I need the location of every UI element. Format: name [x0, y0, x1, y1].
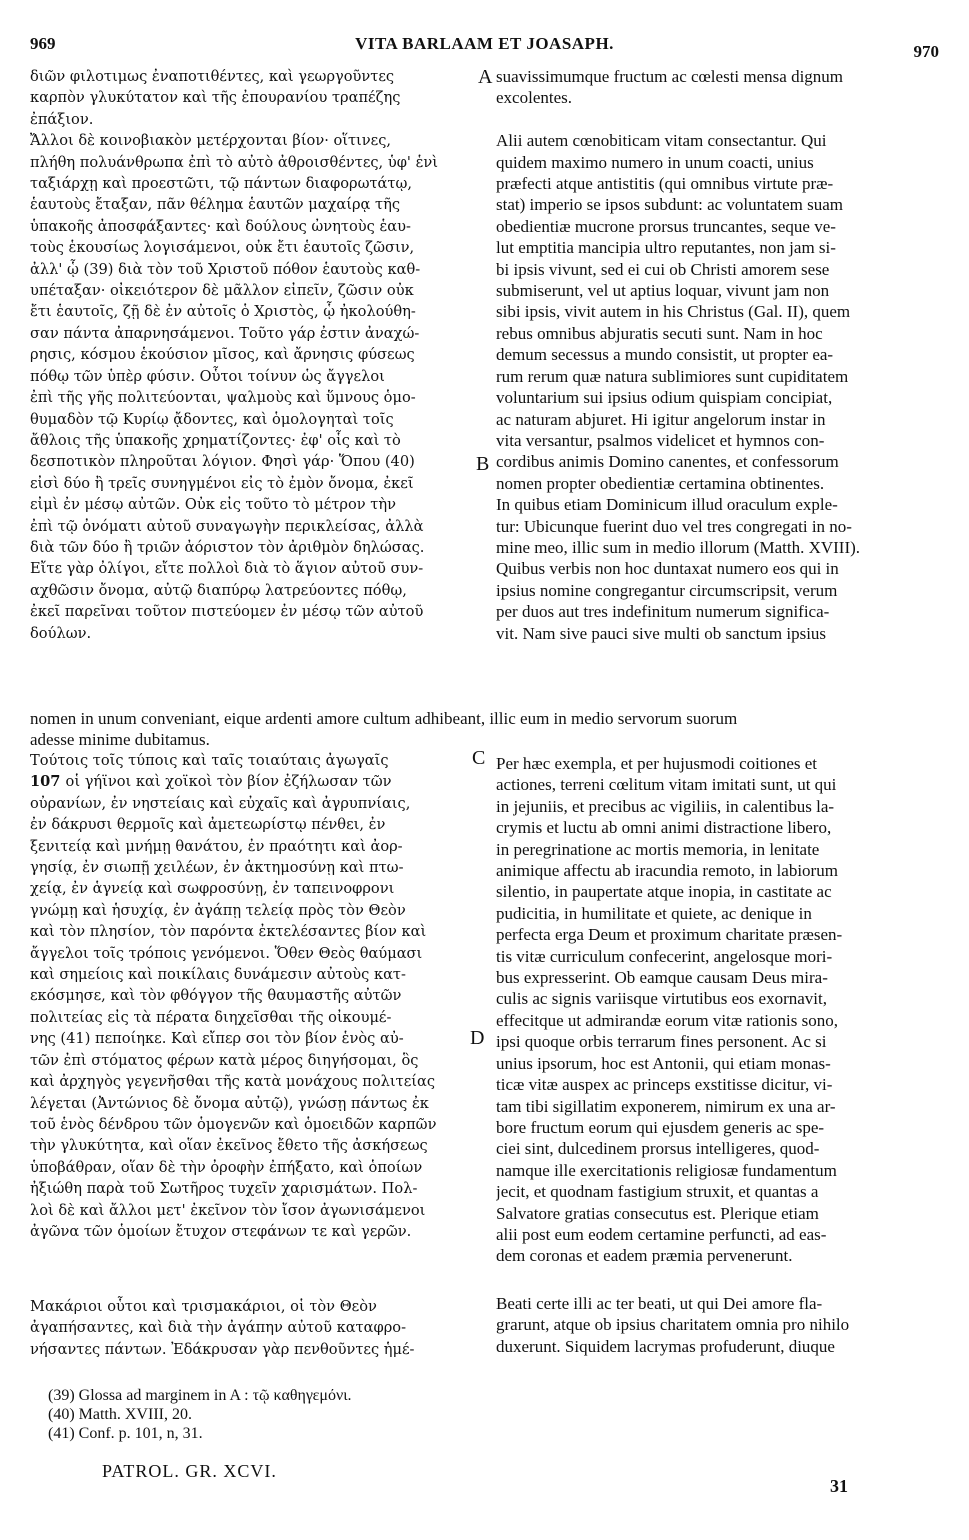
greek-text-line: ταξιάρχῃ καὶ προεστῶτι, τῷ πάντων διαφορωτάτῳ, [30, 175, 413, 193]
footnote: (41) Conf. p. 101, n, 31. [48, 1425, 203, 1442]
latin-text-line: Quibus verbis non hoc duntaxat numero eos qui in [496, 559, 839, 579]
greek-text-line: διὰ τῶν δύο ἢ τριῶν ἀόριστον τὸν ἀριθμὸν δηλώσας. [30, 538, 425, 556]
section-marker-b: B [476, 453, 490, 475]
greek-text-line: υπέταξαν· οἰκειότερον δὲ μᾶλλον εἰπεῖν, ζῶσιν οὐκ [30, 282, 414, 300]
greek-text-line: τοῦ ἑνὸς δένδρου τῶν ὁμογενῶν καὶ ὁμοειδῶν καρπῶν [30, 1115, 437, 1133]
latin-text-line: unius ipsorum, hoc est Antonii, qui etiam monas- [496, 1053, 831, 1073]
greek-text-line: λέγεται (Ἀντώνιος δὲ ὄνομα αὐτῷ), γνώσῃ πάντως ἐκ [30, 1094, 429, 1112]
greek-text-line: καὶ τὸν πλησίον, τὸν παρόντα ἐκτελέσαντες βίον καὶ [30, 923, 427, 941]
footer-signature-number: 31 [830, 1476, 848, 1496]
latin-text-line: tam tibi sigillatim exponerem, nimirum ex una ar- [496, 1096, 836, 1116]
greek-text-line: Ἄλλοι δὲ κοινοβιακὸν μετέρχονται βίον· οἵτινες, [30, 132, 392, 150]
latin-text-line: lut emptitia mancipia ultro reputantes, non jam si- [496, 238, 836, 258]
latin-text-line: duxerunt. Siquidem lacrymas profuderunt, diuque [496, 1336, 835, 1356]
greek-text-line: Μακάριοι οὗτοι καὶ τρισμακάριοι, οἱ τὸν Θεὸν [30, 1298, 377, 1315]
greek-text-line: αχθῶσιν ὄνομα, αὐτῷ διαπύρῳ λατρεύοντες πόθῳ, [30, 581, 407, 599]
footnotes [48, 1386, 352, 1443]
greek-text-line: πολιτείας εἰς τὰ πέρατα διηχεῖσθαι τῆς οἰκουμέ- [30, 1008, 392, 1026]
greek-text-line: διῶν φιλοτιμως ἐναποτιθέντες, καὶ γεωργοῦντες [30, 68, 395, 85]
greek-column-block-2 [30, 750, 485, 1242]
latin-text-line: pudicitia, in humilitate et quiete, ac denique in [496, 903, 812, 923]
latin-text-line: grarunt, atque ob ipsius charitatem omnia pro nihilo [496, 1315, 850, 1335]
latin-text-line: in jejuniis, et precibus ac vigiliis, in calentibus la- [496, 796, 835, 816]
greek-text-line: εκόσμησε, καὶ τὸν φθόγγον τῆς θαυμαστῆς αὐτῶν [30, 987, 402, 1005]
page-number-right: 970 [913, 42, 939, 61]
page-number-left: 969 [30, 34, 56, 53]
latin-text-line: vit. Nam sive pauci sive multi ob sanctum ipsius [496, 623, 827, 643]
greek-text-line: οὐρανίων, ἐν νηστείαις καὶ εὐχαῖς καὶ ἀγρυπνίαις, [30, 794, 411, 812]
greek-text-line: ρησις, κόσμου ἑκούσιον μῖσος, καὶ ἄρνησις φύσεως [30, 346, 415, 364]
latin-text-line: Per hæc exempla, et per hujusmodi coitiones et [496, 754, 818, 773]
latin-text-line: ac naturam abjuret. Hi igitur angelorum instar in [496, 409, 826, 429]
greek-text-line: νης (41) πεποίηκε. Καὶ εἴπερ σοι τὸν βίον ἑνὸς αὐ- [30, 1030, 404, 1048]
greek-text-line: καὶ ἀρχηγὸς γεγενῆσθαι τῆς κατὰ μονάχους πολιτείας [30, 1073, 436, 1091]
latin-text-line: præfecti atque antistitis (qui omnibus virtute præ- [496, 174, 834, 194]
running-title: VITA BARLAAM ET JOASAPH. [355, 34, 614, 53]
greek-column-block-1 [30, 66, 485, 644]
greek-text-line: εἰμὶ ἐν μέσῳ αὐτῶν. Οὐκ εἰς τοῦτο τὸ μέτρον τὴν [30, 496, 396, 514]
greek-text-line: σαν πάντα ἀπαρνησάμενοι. Τοῦτο γάρ ἐστιν ἀναχώ- [30, 324, 420, 342]
latin-text-line: alii post eum eodem certamine perfuncti, ad eas- [496, 1224, 827, 1244]
latin-text-line: sibi ipsis, vivit autem in his Christus (Gal. II), quem [496, 302, 851, 322]
greek-text-line: ἐν δάκρυσι θερμοῖς καὶ ἀμετεωρίστῳ πένθει, ἐν [30, 816, 386, 834]
greek-text-line: καὶ σημείοις καὶ ποικίλαις δυνάμεσιν αὐτοὺς κατ- [30, 966, 406, 984]
greek-text-line: ἀγαπήσαντες, καὶ διὰ τὴν ἀγάπην αὐτοῦ καταφρο- [30, 1319, 407, 1337]
greek-text-line: ἠξιώθη παρὰ τοῦ Σωτῆρος τυχεῖν χαρισμάτων. Πολ- [30, 1180, 418, 1198]
greek-text-line: ἐκεῖ παρεῖναι τοῦτον πιστεύομεν ἐν μέσῳ τῶν αὐτοῦ [30, 603, 424, 621]
greek-text-line: ὑποβάθραν, οἵαν δὲ τὴν ὀροφὴν ἐπήξατο, καὶ ὁποίων [30, 1158, 423, 1176]
latin-text-line: ciei sint, dulcedinem prorsus intelligeres, quod- [496, 1139, 820, 1159]
greek-text-line: ἐπάξιον. [30, 110, 94, 128]
latin-column-block-2 [496, 753, 936, 1267]
latin-text-line: Salvatore gratias consecutus est. Plerique etiam [496, 1203, 819, 1223]
latin-text-line: tur: Ubicunque fuerint duo vel tres congregati in no- [496, 516, 852, 536]
latin-text-line: obedientiæ mucrone prorsus truncantes, seque ve- [496, 216, 836, 236]
footer-series-label: PATROL. GR. XCVI. [102, 1461, 277, 1481]
greek-text-line: πλήθη πολυάνθρωπα ἐπὶ τὸ αὐτὸ ἀθροισθέντες, ὑφ' ἑνὶ [30, 153, 438, 171]
latin-text-line: vita versantur, psalmos videlicet et hymnos con- [496, 430, 825, 450]
latin-text-line: voluntarium sui ipsius odium quispiam concipiat, [496, 388, 833, 408]
footnote: (39) Glossa ad marginem in A : τῷ καθηγεμόνι. [48, 1387, 352, 1404]
greek-text-line: τὴν γλυκύτητα, καὶ οἵαν ἐκεῖνος ἔθετο τῆς ἀσκήσεως [30, 1137, 428, 1155]
latin-text-line: silentio, in paupertate atque inopia, in castitate ac [496, 882, 832, 902]
greek-text-line: πόθῳ τῶν ὑπὲρ φύσιν. Οὗτοι τοίνυν ὡς ἄγγελοι [30, 367, 385, 385]
greek-text-line: θυμαδὸν τῷ Κυρίῳ ᾄδοντες, καὶ ὁμολογηταὶ τοῖς [30, 410, 394, 428]
greek-text-line: χείᾳ, ἐν ἁγνείᾳ καὶ σωφροσύνῃ, ἐν ταπεινοφρονι [30, 880, 395, 898]
latin-text-line: effecitque ut admirandæ eorum vitæ rationis sono, [496, 1010, 838, 1030]
greek-text-line: ἀγῶνα τῶν ὁμοίων ἔτυχον στεφάνων τε καὶ γερῶν. [30, 1222, 412, 1240]
latin-text-line: perfecta erga Deum et proximum charitate præsen- [496, 925, 843, 945]
latin-text-line: excolentes. [496, 88, 572, 108]
latin-text-line: bore fructum eorum qui ejusdem generis ac spe- [496, 1117, 825, 1137]
latin-text-line: mine meo, illic sum in medio illorum (Matth. XVIII). [496, 537, 861, 557]
greek-text-line: εἰσὶ δύο ἢ τρεῖς συνηγμένοι εἰς τὸ ἐμὸν ὄνομα, ἐκεῖ [30, 474, 414, 492]
greek-text-line: νήσαντες πάντων. Ἐδάκρυσαν γὰρ πενθοῦντες ἡμέ- [30, 1340, 415, 1358]
latin-text-line: per duos aut tres indefinitum numerum significa- [496, 602, 830, 622]
latin-text-line: in peregrinatione ac mortis memoria, in lenitate [496, 839, 820, 859]
latin-text-line: animique affectu ab iracundia remoto, in labiorum [496, 861, 838, 881]
latin-text-line: demum secessus a mundo consistit, ut propter ea- [496, 345, 834, 365]
section-marker-c: C [472, 747, 486, 769]
greek-text-line: Εἴτε γὰρ ὀλίγοι, εἴτε πολλοὶ διὰ τὸ ἅγιον αὐτοῦ συν- [30, 560, 424, 578]
running-header [30, 30, 939, 60]
latin-text-line: adesse minime dubitamus. [30, 730, 210, 750]
latin-text-line: submiserunt, vel ut aptius loquar, vivunt jam non [496, 281, 830, 301]
greek-text-line: δεσποτικὸν πληροῦται λόγιον. Φησὶ γάρ· Ὅπου (40) [30, 453, 415, 471]
greek-text-line: ἄγγελοι τοῖς τρόποις γενόμενοι. Ὅθεν Θεὸς θαύμασι [30, 944, 423, 962]
column-number: 107 [30, 773, 66, 791]
latin-text-line: culis ac signis variisque virtutibus eos exornavit, [496, 989, 827, 1009]
latin-text-line: dem coronas et eadem præmia pervenerunt. [496, 1246, 793, 1266]
latin-text-line: nomen in unum conveniant, eique ardenti amore cultum adhibeant, illic eum in medio servorum suorum [30, 709, 738, 728]
latin-text-line: stat) imperio se ipsos subdunt: ac voluntatem suam [496, 195, 844, 215]
latin-text-line: ipsius nomine congregantur circumscripsit, verum [496, 580, 838, 600]
latin-text-line [496, 109, 936, 130]
full-width-latin-lines [30, 708, 935, 751]
greek-text-line: λοὶ δὲ καὶ ἄλλοι μετ' ἐκεῖνον τὸν ἴσον ἀγωνισάμενοι [30, 1201, 426, 1219]
greek-text-line: τοὺς ἑκουσίως λογισάμενοι, οὐκ ἔτι ἑαυτοῖς ζῶσιν, [30, 239, 415, 257]
section-marker-a: A [478, 66, 493, 88]
greek-text-line: ἀλλ' ᾧ (39) διὰ τὸν τοῦ Χριστοῦ πόθον ἑαυτοὺς καθ- [30, 260, 421, 278]
greek-text-line: γησίᾳ, ἐν σιωπῇ χειλέων, ἐν ἀκτημοσύνῃ καὶ πτω- [30, 859, 404, 877]
latin-text-line: Beati certe illi ac ter beati, ut qui Dei amore fla- [496, 1294, 823, 1313]
greek-text-line: ἐπὶ τῷ ὀνόματι αὐτοῦ συναγωγὴν περικλείσας, ἀλλὰ [30, 517, 424, 535]
greek-text-line: τῶν ἐπὶ στόματος φέρων κατὰ μέρος διηγήσομαι, ὃς [30, 1051, 419, 1069]
latin-text-line: quidem maximo numero in unum coacti, unius [496, 152, 814, 172]
latin-column-block-1 [496, 66, 936, 644]
latin-text-line: ipsi quoque orbis terrarum fines personent. Ac si [496, 1032, 827, 1052]
greek-text-line: καρπὸν γλυκύτατον καὶ τῆς ἐπουρανίου τραπέζης [30, 89, 401, 107]
section-marker-d: D [470, 1027, 485, 1049]
greek-text-line: ἐπὶ τῆς γῆς πολιτεύονται, ψαλμοὺς καὶ ὕμνους ὁμο- [30, 389, 416, 407]
greek-text-line: ἔτι ἑαυτοῖς, ζῇ δὲ ἐν αὐτοῖς ὁ Χριστὸς, ᾧ ἠκολούθη- [30, 303, 416, 321]
latin-text-line: In quibus etiam Dominicum illud oraculum exple- [496, 495, 838, 515]
footnote: (40) Matth. XVIII, 20. [48, 1406, 192, 1423]
greek-text-line: ὑπακοῆς ἀποσφάξαντες· καὶ δούλους ὠνητοὺς ἑαυ- [30, 217, 411, 235]
latin-text-line: cordibus animis Domino canentes, et confessorum [496, 452, 839, 472]
greek-text-line: ξενιτείᾳ καὶ μνήμῃ θανάτου, ἐν πραότητι καὶ ἀορ- [30, 837, 403, 855]
latin-text-line: bus expresserint. Ob eamque causam Deus mira- [496, 968, 828, 988]
greek-text-line: Τούτοις τοῖς τύποις καὶ ταῖς τοιαύταις ἀγωγαῖς [30, 752, 389, 769]
latin-text-line: suavissimumque fructum ac cœlesti mensa dignum [496, 67, 844, 86]
latin-column-block-3 [496, 1293, 936, 1357]
latin-text-line: ticæ vitæ auspex ac princeps exstitisse dicitur, vi- [496, 1075, 833, 1095]
latin-text-line: tis vitæ curriculum confecerint, angelosque mori- [496, 946, 833, 966]
latin-text-line: namque ille exercitationis religiosæ fundamentum [496, 1160, 837, 1180]
greek-column-block-3 [30, 1296, 485, 1360]
greek-text-line: 107 οἱ γήϊνοι καὶ χοϊκοὶ τὸν βίον ἐζήλωσαν τῶν [30, 773, 392, 791]
latin-text-line: nomen propter obedientiæ certamina obtinentes. [496, 473, 825, 493]
latin-text-line: rebus omnibus abjuratis secuti sunt. Nam in hoc [496, 323, 823, 343]
latin-text-line: rum rerum quæ natura sublimiores sunt cupiditatem [496, 366, 849, 386]
greek-text-line: γνώμῃ καὶ ἡσυχίᾳ, ἐν ἀγάπῃ τελείᾳ πρὸς τὸν Θεὸν [30, 901, 406, 919]
latin-text-line: bi ipsis vivunt, sed ei cui ob Christi amorem sese [496, 259, 830, 279]
greek-text-line: ἑαυτοὺς ἔταξαν, πᾶν θέλημα ἑαυτῶν μαχαίρᾳ τῆς [30, 196, 401, 214]
latin-text-line: actiones, terreni cœlitum vitam imitati sunt, ut qui [496, 775, 837, 795]
latin-text-line: crymis et luctu ab omni animi distractione libero, [496, 818, 832, 838]
greek-text-line: ἄθλοις τῆς ὑπακοῆς χρηματίζοντες· ἐφ' οἷς καὶ τὸ [30, 431, 401, 449]
latin-text-line: jecit, et quodnam fastigium struxit, et quantas a [496, 1182, 819, 1202]
latin-text-line: Alii autem cœnobiticam vitam consectantur. Qui [496, 131, 827, 151]
greek-text-line: δούλων. [30, 624, 92, 642]
